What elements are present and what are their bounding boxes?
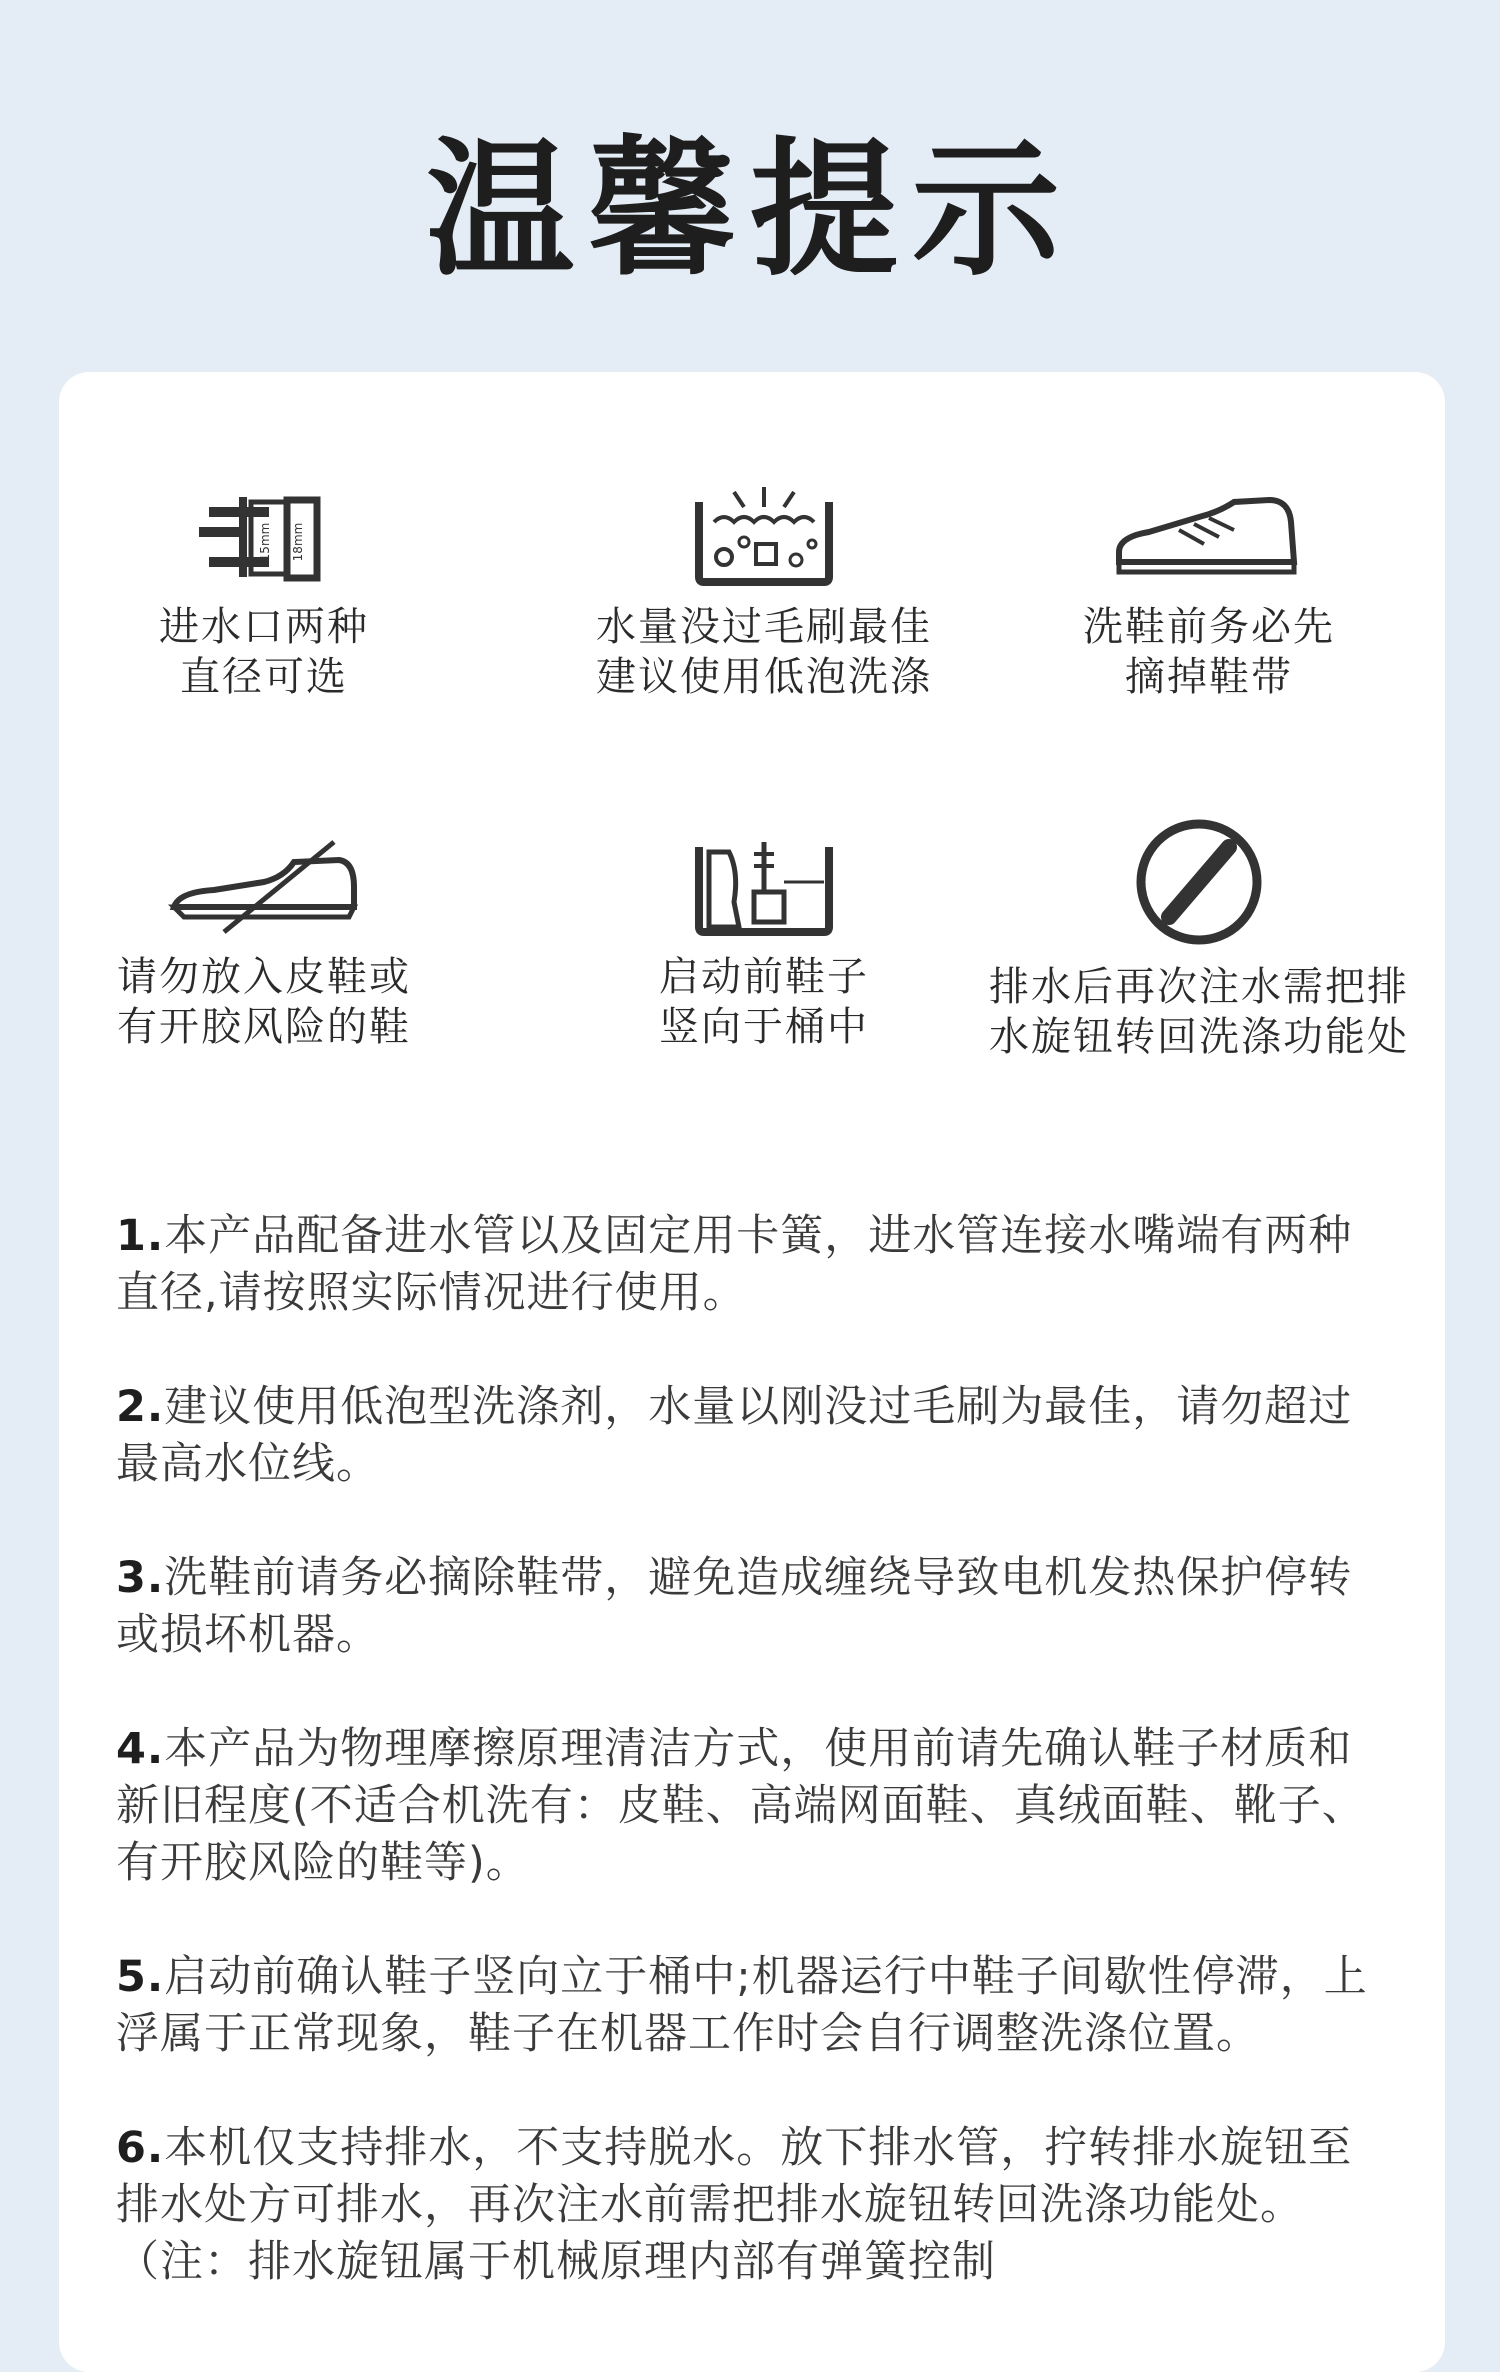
note-number: 2. (116, 1382, 165, 1432)
icon-text-15mm: 15mm (258, 522, 272, 562)
tip-drain-knob (959, 812, 1439, 1062)
notes-list (116, 1208, 1376, 2348)
sneaker-icon (1109, 482, 1309, 592)
shoe-upright-tub-icon (684, 832, 844, 942)
drain-knob-icon (1129, 812, 1269, 952)
note-text: 本产品为物理摩擦原理清洁方式，使用前请先确认鞋子材质和新旧程度(不适合机洗有：皮鞋、高端网面鞋、真绒面鞋、靴子、有开胶风险的鞋等)。 (116, 1724, 1366, 1888)
note-item (116, 1721, 1376, 1892)
tip-remove-laces (1019, 482, 1399, 702)
tip-label: 洗鞋前务必先 摘掉鞋带 (1083, 604, 1335, 700)
note-item (116, 1379, 1376, 1493)
tip-label: 排水后再次注水需把排 水旋钮转回洗涤功能处 (989, 964, 1409, 1060)
no-leather-shoe-icon (164, 832, 364, 942)
water-level-tub-icon (684, 482, 844, 592)
note-number: 3. (116, 1553, 165, 1603)
tip-shoe-upright (559, 832, 969, 1052)
pipe-diameter-icon (189, 482, 339, 592)
note-number: 6. (116, 2123, 165, 2173)
note-item (116, 1949, 1376, 2063)
note-item (116, 1550, 1376, 1664)
tip-water-level (529, 482, 999, 702)
tip-label: 请勿放入皮鞋或 有开胶风险的鞋 (117, 954, 411, 1050)
tip-inlet-diameter (99, 482, 429, 702)
note-number: 1. (116, 1211, 165, 1261)
note-number: 4. (116, 1724, 165, 1774)
icon-text-18mm: 18mm (291, 522, 305, 562)
note-text: 启动前确认鞋子竖向立于桶中;机器运行中鞋子间歇性停滞，上浮属于正常现象，鞋子在机器工作时会自行调整洗涤位置。 (116, 1952, 1368, 2059)
note-text: 洗鞋前请务必摘除鞋带，避免造成缠绕导致电机发热保护停转或损坏机器。 (116, 1553, 1353, 1660)
note-text: 本机仅支持排水，不支持脱水。放下排水管，拧转排水旋钮至排水处方可排水，再次注水前需把排水旋钮转回洗涤功能处。（注：排水旋钮属于机械原理内部有弹簧控制 (116, 2123, 1353, 2287)
tip-label: 水量没过毛刷最佳 建议使用低泡洗涤 (596, 604, 932, 700)
note-number: 5. (116, 1952, 165, 2002)
note-item (116, 2120, 1376, 2291)
tip-label: 启动前鞋子 竖向于桶中 (659, 954, 869, 1050)
tip-label: 进水口两种 直径可选 (159, 604, 369, 700)
page-title: 温馨提示 (426, 124, 1074, 296)
note-item (116, 1208, 1376, 1322)
note-text: 建议使用低泡型洗涤剂，水量以刚没过毛刷为最佳，请勿超过最高水位线。 (116, 1382, 1353, 1489)
tip-no-leather (99, 832, 429, 1052)
note-text: 本产品配备进水管以及固定用卡簧，进水管连接水嘴端有两种直径,请按照实际情况进行使用。 (116, 1211, 1353, 1318)
